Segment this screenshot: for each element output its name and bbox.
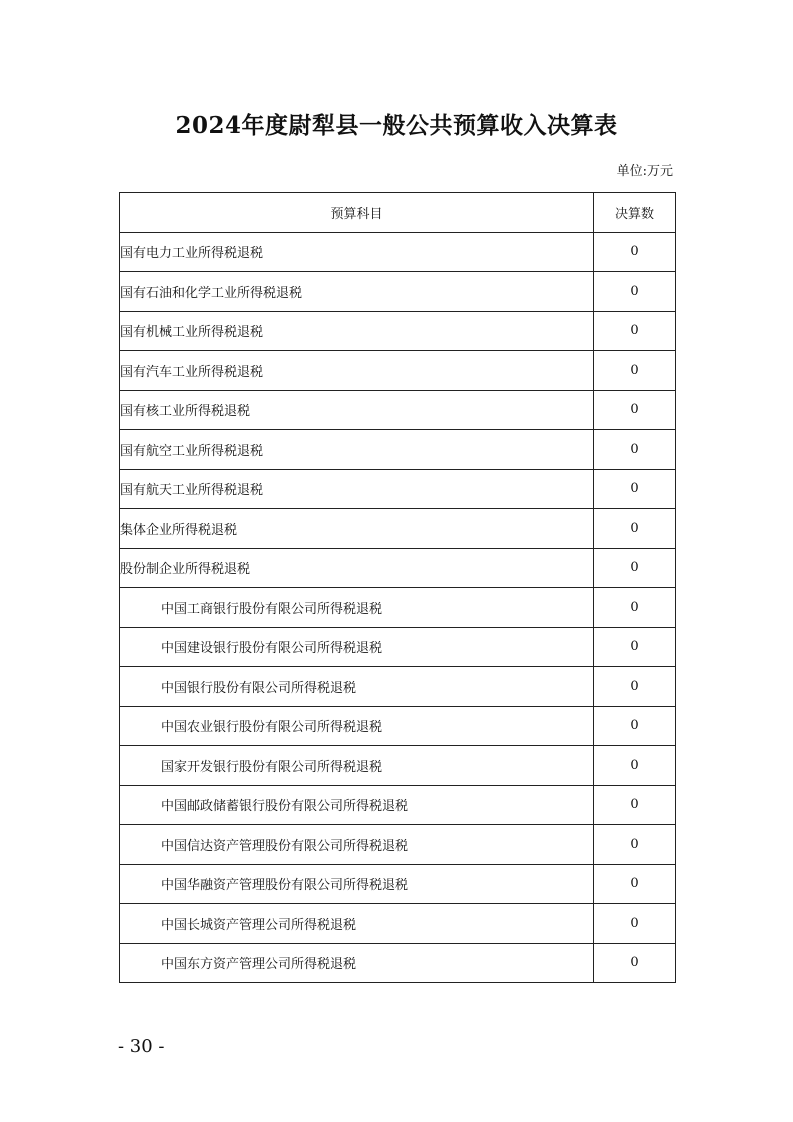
budget-item-value: 0 (594, 232, 676, 272)
table-row (120, 351, 676, 391)
table-row (120, 904, 676, 944)
budget-item-value: 0 (594, 706, 676, 746)
budget-item-name: 中国长城资产管理公司所得税退税 (120, 904, 594, 944)
table-row (120, 746, 676, 786)
column-header-final-amount: 决算数 (594, 193, 676, 233)
budget-item-name: 集体企业所得税退税 (120, 509, 594, 549)
table-header-row (120, 193, 676, 233)
budget-item-value: 0 (594, 469, 676, 509)
budget-item-name: 中国工商银行股份有限公司所得税退税 (120, 588, 594, 628)
table-row (120, 667, 676, 707)
budget-item-name: 中国建设银行股份有限公司所得税退税 (120, 627, 594, 667)
page-number: - 30 - (118, 1036, 165, 1057)
budget-item-value: 0 (594, 667, 676, 707)
table-row (120, 548, 676, 588)
table-row (120, 469, 676, 509)
budget-item-name: 中国农业银行股份有限公司所得税退税 (120, 706, 594, 746)
budget-item-value: 0 (594, 509, 676, 549)
budget-item-name: 国有电力工业所得税退税 (120, 232, 594, 272)
budget-item-value: 0 (594, 588, 676, 628)
budget-item-value: 0 (594, 943, 676, 983)
table-row (120, 232, 676, 272)
table-row (120, 825, 676, 865)
table-row (120, 390, 676, 430)
budget-table (119, 192, 676, 983)
budget-item-name: 国家开发银行股份有限公司所得税退税 (120, 746, 594, 786)
budget-item-name: 股份制企业所得税退税 (120, 548, 594, 588)
budget-item-value: 0 (594, 746, 676, 786)
budget-item-name: 中国银行股份有限公司所得税退税 (120, 667, 594, 707)
budget-item-value: 0 (594, 390, 676, 430)
table-row (120, 430, 676, 470)
budget-item-value: 0 (594, 351, 676, 391)
table-row (120, 785, 676, 825)
budget-item-name: 国有核工业所得税退税 (120, 390, 594, 430)
budget-item-value: 0 (594, 548, 676, 588)
budget-item-value: 0 (594, 904, 676, 944)
table-row (120, 864, 676, 904)
budget-item-name: 中国信达资产管理股份有限公司所得税退税 (120, 825, 594, 865)
budget-item-name: 中国东方资产管理公司所得税退税 (120, 943, 594, 983)
budget-item-value: 0 (594, 864, 676, 904)
budget-item-value: 0 (594, 785, 676, 825)
budget-item-name: 国有石油和化学工业所得税退税 (120, 272, 594, 312)
table-row (120, 509, 676, 549)
budget-item-name: 国有机械工业所得税退税 (120, 311, 594, 351)
budget-item-name: 中国华融资产管理股份有限公司所得税退税 (120, 864, 594, 904)
table-row (120, 706, 676, 746)
column-header-budget-item: 预算科目 (120, 193, 594, 233)
budget-item-value: 0 (594, 430, 676, 470)
table-row (120, 588, 676, 628)
budget-item-name: 国有航天工业所得税退税 (120, 469, 594, 509)
budget-item-value: 0 (594, 825, 676, 865)
budget-item-name: 国有航空工业所得税退税 (120, 430, 594, 470)
budget-item-name: 中国邮政储蓄银行股份有限公司所得税退税 (120, 785, 594, 825)
table-row (120, 627, 676, 667)
unit-label: 单位:万元 (616, 164, 673, 179)
table-row (120, 943, 676, 983)
table-row (120, 311, 676, 351)
budget-item-value: 0 (594, 272, 676, 312)
budget-item-value: 0 (594, 311, 676, 351)
table-row (120, 272, 676, 312)
page-title: 2024年度尉犁县一般公共预算收入决算表 (175, 112, 618, 139)
budget-item-value: 0 (594, 627, 676, 667)
budget-item-name: 国有汽车工业所得税退税 (120, 351, 594, 391)
